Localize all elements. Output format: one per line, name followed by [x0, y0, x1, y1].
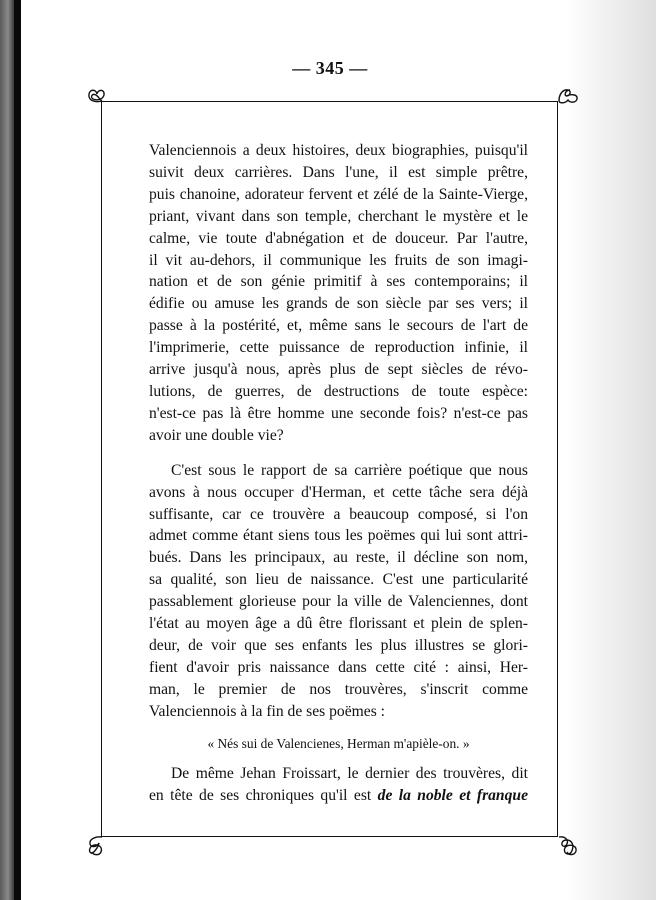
text-line: Valenciennois a deux histoires, deux biographies, puisqu'il: [149, 142, 528, 159]
corner-flourish-bottom-left-icon: [84, 834, 110, 860]
text-line: il vit au-dehors, il communique les fruits de son imagi-: [149, 251, 528, 269]
text-line: man, le premier de nos trouvères, s'inscrit comme: [149, 680, 528, 698]
text-line: bués. Dans les principaux, au reste, il décline son nom,: [149, 549, 528, 567]
text-line: puis chanoine, adorateur fervent et zélé de la Sainte-Vierge,: [149, 185, 528, 203]
text-line: fient d'avoir pris naissance dans cette cité : ainsi, Her-: [149, 658, 528, 676]
text-line: passe à la postérité, et, même sans le secours de l'art de: [149, 317, 528, 335]
text-line: calme, vie toute d'abnégation et de douceur. Par l'autre,: [149, 229, 528, 247]
text-line: C'est sous le rapport de sa carrière poétique que nous: [171, 461, 528, 479]
text-line: admet comme étant siens tous les poëmes qui lui sont attri-: [149, 527, 528, 545]
text-line: priant, vivant dans son temple, cherchant le mystère et le: [149, 207, 528, 225]
page-edge-tone: [566, 0, 656, 900]
text-plain: en tête de ses chroniques qu'il est: [149, 787, 378, 805]
text-line: deur, de voir que ses enfants les plus illustres se glori-: [149, 636, 528, 654]
text-line: De même Jehan Froissart, le dernier des trouvères, dit: [171, 765, 528, 783]
text-line: avons à nous occuper d'Herman, et cette tâche sera déjà: [149, 483, 528, 501]
paragraph-1: [149, 140, 528, 447]
text-line: suivit deux carrières. Dans l'une, il est simple prêtre,: [149, 163, 528, 181]
text-italic-emphasis: de la noble et franque: [377, 787, 528, 805]
text-line: [149, 785, 528, 807]
text-line: l'imprimerie, cette puissance de reproduction infinie, il: [149, 339, 528, 357]
paragraph-gap: [149, 447, 528, 460]
paragraph-2: [149, 460, 528, 723]
text-line: arrive jusqu'à nous, après plus de sept siècles de révo-: [149, 361, 528, 379]
text-line: édifie ou amuse les grands de son siècle par ses vers; il: [149, 295, 528, 313]
body-text: [149, 140, 528, 807]
text-line: suffisante, car ce trouvère a beaucoup composé, si l'on: [149, 505, 528, 523]
paragraph-3: [149, 763, 528, 807]
book-gutter-shadow: [14, 0, 21, 900]
text-line: passablement glorieuse pour la ville de Valenciennes, dont: [149, 593, 528, 611]
text-line: lutions, de guerres, de destructions de toute espèce:: [149, 382, 528, 400]
text-line: Valenciennois à la fin de ses poëmes :: [149, 702, 385, 720]
text-line: l'état au moyen âge a dû être florissant et plein de splen-: [149, 615, 528, 633]
verse-quote: « Nés sui de Valencienes, Herman m'apièle-on. »: [207, 735, 470, 751]
corner-flourish-bottom-right-icon: [556, 834, 582, 860]
corner-flourish-top-left-icon: [84, 84, 110, 110]
page-number: — 345 —: [292, 58, 368, 78]
text-line: avoir une double vie?: [149, 426, 284, 444]
text-line: n'est-ce pas là être homme une seconde fois? n'est-ce pas: [149, 404, 528, 422]
corner-flourish-top-right-icon: [556, 84, 582, 110]
text-line: nation et de son génie primitif à ses contemporains; il: [149, 273, 528, 291]
text-line: sa qualité, son lieu de naissance. C'est une particularité: [149, 571, 528, 589]
